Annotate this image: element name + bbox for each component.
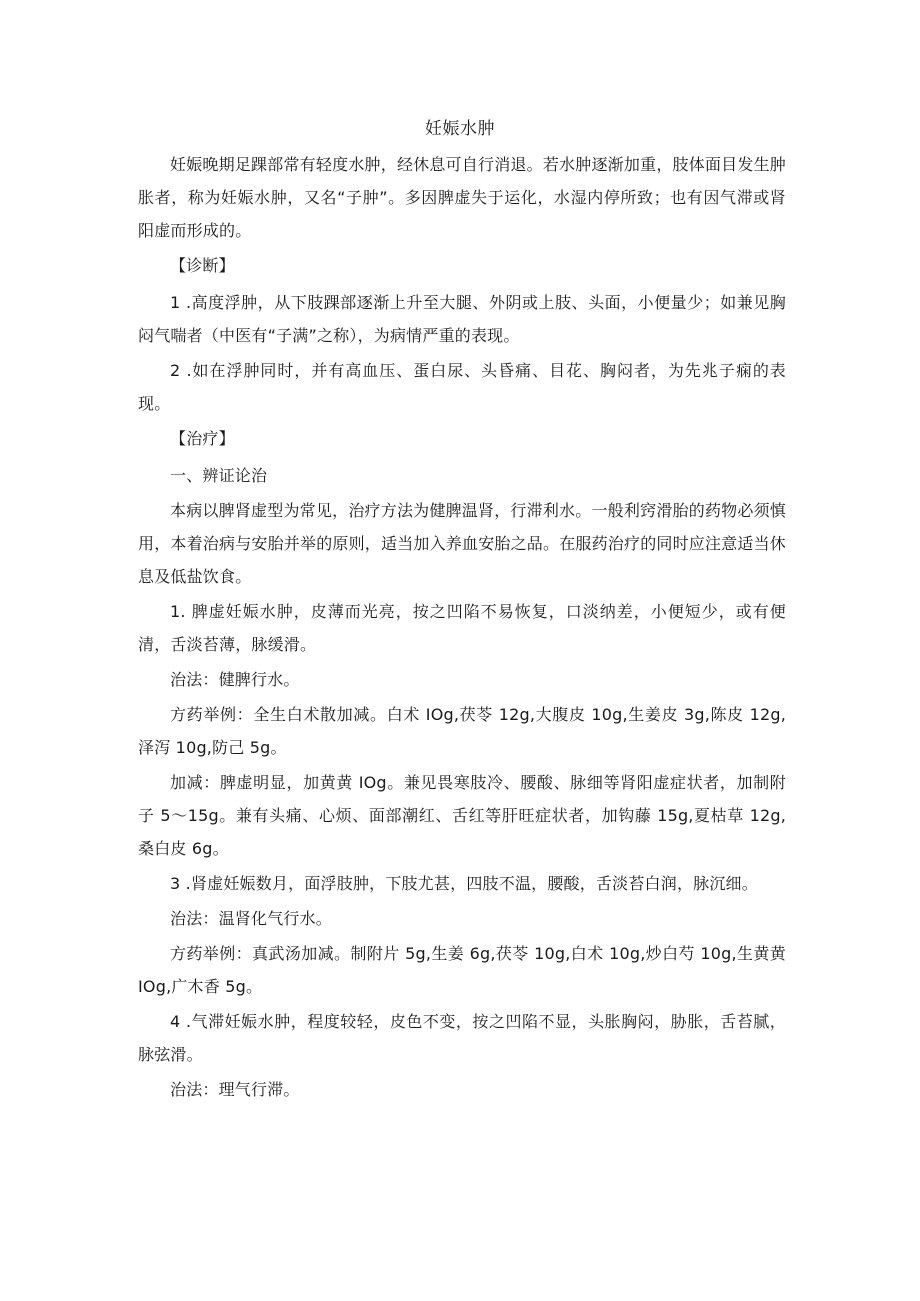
diagnosis-item-1: 1 .高度浮肿，从下肢踝部逐渐上升至大腿、外阴或上肢、头面，小便量少；如兼见胸闷气喘者（中医有“子满”之称），为病情严重的表现。	[138, 293, 786, 345]
method-spleen: 治法：健脾行水。	[170, 670, 300, 689]
method-qi: 治法：理气行滞。	[170, 1080, 300, 1099]
type-spleen-deficiency: 1. 脾虚妊娠水肿，皮薄而光亮，按之凹陷不易恢复，口淡纳差，小便短少，或有便清，舌淡苔薄，脉缓滑。	[138, 602, 786, 654]
prescription-kidney: 方药举例：真武汤加减。制附片 5g,生姜 6g,茯苓 10g,白术 10g,炒白芍 10g,生黄黄 IOg,广木香 5g。	[138, 944, 786, 996]
page-title: 妊娠水肿	[425, 119, 495, 139]
subsection-heading: 一、辨证论治	[170, 466, 268, 485]
type-qi-stagnation: 4 .气滞妊娠水肿，程度较轻，皮色不变，按之凹陷不显，头胀胸闷，胁胀，舌苔腻，脉弦滑。	[138, 1012, 786, 1064]
intro-paragraph: 妊娠晚期足踝部常有轻度水肿，经休息可自行消退。若水肿逐渐加重，肢体面目发生肿胀者，称为妊娠水肿，又名“子肿”。多因脾虚失于运化，水湿内停所致；也有因气滞或肾阳虚而形成的。	[138, 155, 786, 240]
treatment-overview: 本病以脾肾虚型为常见，治疗方法为健脾温肾，行滞利水。一般利窍滑胎的药物必须慎用，本着治病与安胎并举的原则，适当加入养血安胎之品。在服药治疗的同时应注意适当休息及低盐饮食。	[138, 501, 787, 586]
method-kidney: 治法：温肾化气行水。	[170, 909, 333, 928]
diagnosis-item-2: 2 .如在浮肿同时，并有高血压、蛋白尿、头昏痛、目花、胸闷者，为先兆子痫的表现。	[138, 361, 786, 413]
modification-spleen: 加减：脾虚明显，加黄黄 IOg。兼见畏寒肢冷、腰酸、脉细等肾阳虚症状者，加制附子 5～15g。兼有头痛、心烦、面部潮红、舌红等肝旺症状者，加钩藤 15g,夏枯草 12g,桑白皮 6g。	[138, 773, 786, 858]
prescription-spleen: 方药举例：全生白术散加减。白术 IOg,茯苓 12g,大腹皮 10g,生姜皮 3g,陈皮 12g,泽泻 10g,防己 5g。	[138, 705, 786, 757]
section-heading-treatment: 【治疗】	[170, 429, 235, 448]
type-kidney-deficiency: 3 .肾虚妊娠数月，面浮肢肿，下肢尤甚，四肢不温，腰酸，舌淡苔白润，脉沉细。	[170, 874, 758, 893]
section-heading-diagnosis: 【诊断】	[170, 256, 235, 275]
document-body	[138, 148, 786, 1108]
